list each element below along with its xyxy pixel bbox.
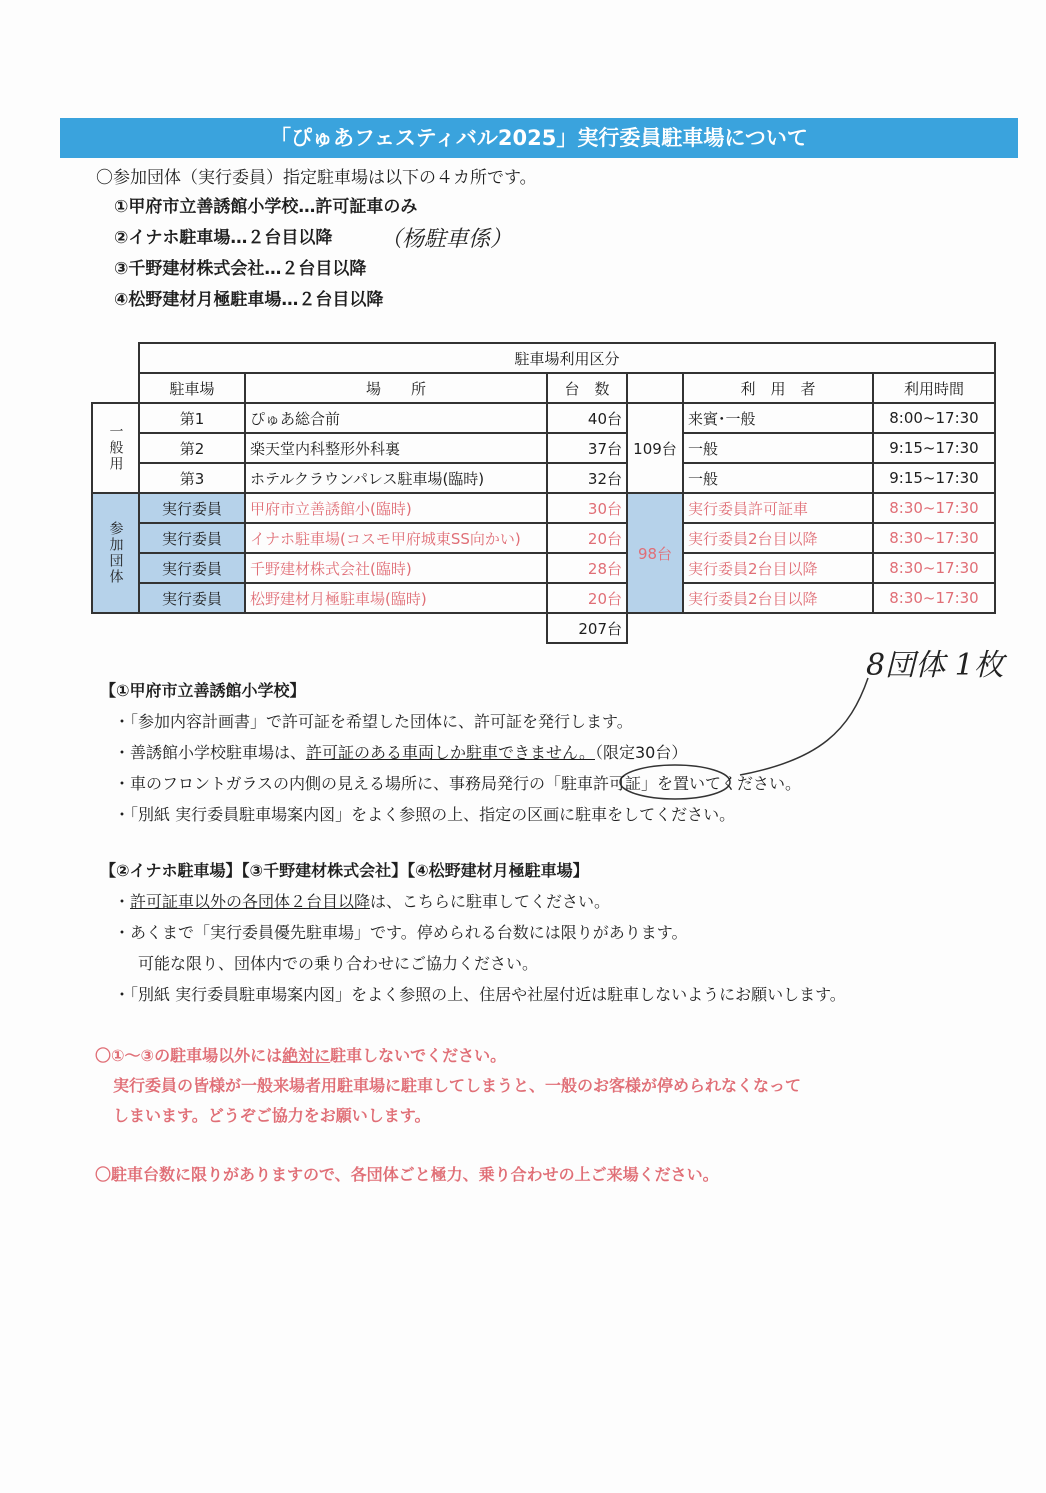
handwritten-note: （杨駐車係） xyxy=(380,227,513,252)
cell-lot: 第3 xyxy=(139,463,245,493)
parking-table xyxy=(91,342,996,644)
section-line xyxy=(100,737,801,768)
cell-place: ぴゅあ総合前 xyxy=(245,403,547,433)
site-list xyxy=(114,192,417,316)
cell-time: 9:15~17:30 xyxy=(873,463,995,493)
cell-lot: 実行委員 xyxy=(139,493,245,523)
text-span: 〇①～③の駐車場以外には xyxy=(95,1046,283,1065)
general-total: 109台 xyxy=(627,403,683,493)
cell-count: 28台 xyxy=(547,553,627,583)
cell-place: イナホ駐車場(コスモ甲府城東SS向かい) xyxy=(245,523,547,553)
header-time: 利用時間 xyxy=(873,373,995,403)
table-caption: 駐車場利用区分 xyxy=(139,343,995,373)
underlined-text: 絶対に xyxy=(282,1046,331,1065)
cell-user: 実行委員2台目以降 xyxy=(683,553,873,583)
header-place: 場 所 xyxy=(245,373,547,403)
warning-line xyxy=(95,1041,801,1071)
cell-count: 37台 xyxy=(547,433,627,463)
table-row xyxy=(92,583,995,613)
underlined-text: 許可証のある車両しか駐車できません。 xyxy=(306,743,595,762)
cell-lot: 実行委員 xyxy=(139,583,245,613)
table-row xyxy=(92,553,995,583)
text-span: ・ xyxy=(114,892,131,911)
cell-lot: 第1 xyxy=(139,403,245,433)
table-row xyxy=(92,523,995,553)
text-span: は、こちらに駐車してください。 xyxy=(370,892,611,911)
warning-line: 実行委員の皆様が一般来場者用駐車場に駐車してしまうと、一般のお客様が停められなくなって xyxy=(113,1076,802,1095)
cell-user: 実行委員許可証車 xyxy=(683,493,873,523)
cell-place: 松野建材月極駐車場(臨時) xyxy=(245,583,547,613)
member-total: 98台 xyxy=(627,493,683,613)
text-span: 駐車しないでください。 xyxy=(330,1046,507,1065)
cell-time: 8:30~17:30 xyxy=(873,523,995,553)
warning-block xyxy=(95,1041,801,1131)
group-general-label: 一般用 xyxy=(92,403,139,493)
section-line: ・「別紙 実行委員駐車場案内図」をよく参照の上、指定の区画に駐車をしてください。 xyxy=(114,805,736,824)
group-member-label: 参加団体 xyxy=(92,493,139,613)
table-row xyxy=(92,403,995,433)
cell-lot: 実行委員 xyxy=(139,523,245,553)
cell-place: 千野建材株式会社(臨時) xyxy=(245,553,547,583)
cell-user: 実行委員2台目以降 xyxy=(683,523,873,553)
warning-line: しまいます。どうぞご協力をお願いします。 xyxy=(113,1106,431,1125)
cell-place: 甲府市立善誘館小(臨時) xyxy=(245,493,547,523)
table-row xyxy=(92,433,995,463)
section-line: ・「別紙 実行委員駐車場案内図」をよく参照の上、住居や社屋付近は駐車しないようにお願いします。 xyxy=(114,985,846,1004)
cell-lot: 実行委員 xyxy=(139,553,245,583)
cell-time: 8:30~17:30 xyxy=(873,553,995,583)
cell-time: 9:15~17:30 xyxy=(873,433,995,463)
cell-count: 20台 xyxy=(547,523,627,553)
cell-lot: 第2 xyxy=(139,433,245,463)
site-item: ③千野建材株式会社…２台目以降 xyxy=(114,259,367,279)
cell-user: 実行委員2台目以降 xyxy=(683,583,873,613)
text-span: ・善誘館小学校駐車場は、 xyxy=(114,743,307,762)
site-item: ④松野建材月極駐車場…２台目以降 xyxy=(114,290,384,310)
intro-text: 〇参加団体（実行委員）指定駐車場は以下の４カ所です。 xyxy=(96,168,537,188)
section-line: ・あくまで「実行委員優先駐車場」です。停められる台数には限りがあります。 xyxy=(114,923,688,942)
header-user: 利 用 者 xyxy=(683,373,873,403)
warning-carpool: 〇駐車台数に限りがありますので、各団体ごと極力、乗り合わせの上ご来場ください。 xyxy=(95,1165,719,1184)
text-span: （限定30台） xyxy=(594,743,688,762)
section-heading: 【②イナホ駐車場】【③千野建材株式会社】【④松野建材月極駐車場】 xyxy=(100,861,589,880)
section-line: 可能な限り、団体内での乗り合わせにご協力ください。 xyxy=(138,954,539,973)
cell-time: 8:30~17:30 xyxy=(873,493,995,523)
section-line: ・「参加内容計画書」で許可証を希望した団体に、許可証を発行します。 xyxy=(114,712,633,731)
site-item: ②イナホ駐車場…２台目以降 xyxy=(114,228,333,248)
cell-user: 来賓･一般 xyxy=(683,403,873,433)
section-other-lots xyxy=(100,856,846,1010)
cell-time: 8:30~17:30 xyxy=(873,583,995,613)
header-count: 台 数 xyxy=(547,373,627,403)
header-lot: 駐車場 xyxy=(139,373,245,403)
cell-time: 8:00~17:30 xyxy=(873,403,995,433)
cell-user: 一般 xyxy=(683,463,873,493)
cell-count: 30台 xyxy=(547,493,627,523)
cell-place: 楽天堂内科整形外科裏 xyxy=(245,433,547,463)
section-line: ・車のフロントガラスの内側の見える場所に、事務局発行の「駐車許可証」を置いてください。 xyxy=(114,774,802,793)
cell-count: 32台 xyxy=(547,463,627,493)
underlined-text: 許可証車以外の各団体２台目以降 xyxy=(130,892,371,911)
cell-place: ホテルクラウンパレス駐車場(臨時) xyxy=(245,463,547,493)
table-row xyxy=(92,493,995,523)
cell-user: 一般 xyxy=(683,433,873,463)
section-heading: 【①甲府市立善誘館小学校】 xyxy=(100,681,306,700)
section-line xyxy=(100,886,846,917)
table-row xyxy=(92,463,995,493)
section-school xyxy=(100,676,801,830)
cell-count: 40台 xyxy=(547,403,627,433)
site-item: ①甲府市立善誘館小学校…許可証車のみ xyxy=(114,197,418,217)
document-title: 「ぴゅあフェスティバル2025」実行委員駐車場について xyxy=(60,118,1018,158)
cell-count: 20台 xyxy=(547,583,627,613)
grand-total: 207台 xyxy=(547,613,627,643)
handwritten-note: 8団体 1枚 xyxy=(866,648,1004,683)
